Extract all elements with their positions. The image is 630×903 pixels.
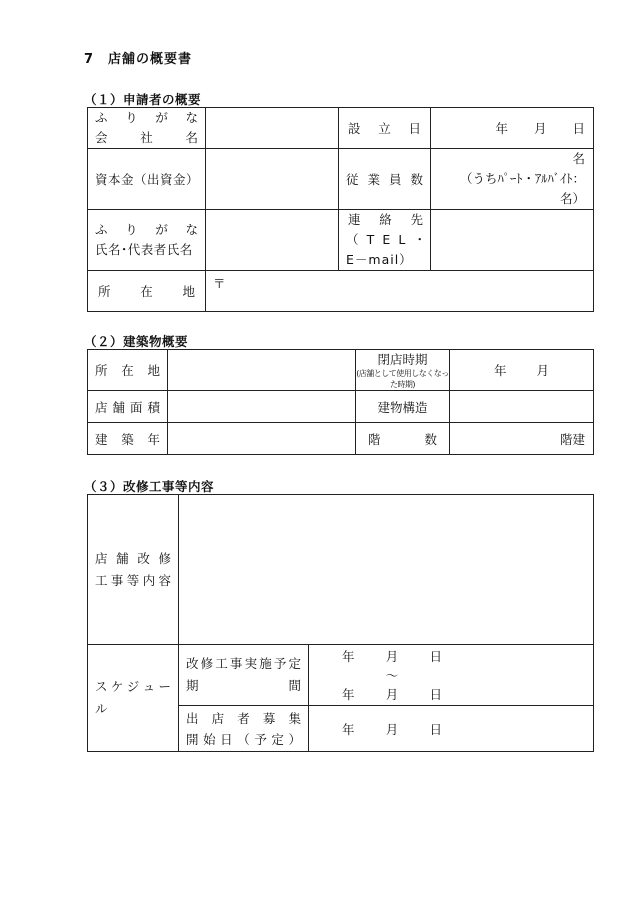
postal-mark: 〒	[213, 276, 226, 291]
address-field[interactable]	[206, 271, 594, 312]
construction-period-label: 改 修 工 事 実 施 予 定 期 間	[179, 645, 309, 706]
contact-field[interactable]	[431, 210, 594, 271]
renovation-content-label: 店 舗 改 修 工 事 等 内 容	[88, 495, 179, 645]
recruit-start-label: 出 店 者 募 集 開 始 日 （ 予 定 ）	[179, 706, 309, 752]
structure-field[interactable]	[450, 391, 594, 423]
established-label: 設 立 日	[339, 108, 431, 149]
built-year-label: 建 築 年	[88, 423, 168, 455]
representative-label: ふ り が な 氏名･代表者氏名	[88, 210, 206, 271]
recruit-start-field[interactable]: 年 月 日	[309, 706, 594, 752]
capital-field[interactable]	[206, 149, 339, 210]
capital-label: 資本金（出資金）	[88, 149, 206, 210]
built-year-field[interactable]	[168, 423, 356, 455]
section2-title: （２）建築物概要	[84, 334, 189, 349]
contact-label: 連 絡 先 （ T E L ・ E－mail）	[339, 210, 431, 271]
schedule-label: ス ケ ジ ュ ー ル	[88, 645, 179, 752]
building-location-field[interactable]	[168, 350, 356, 391]
employees-label: 従 業 員 数	[339, 149, 431, 210]
closed-period-field[interactable]: 年 月	[450, 350, 594, 391]
construction-period-field[interactable]: 年 月 日 ～ 年 月 日	[309, 645, 594, 706]
closed-period-label: 閉店時期 (店舗として使用しなくなった時期)	[356, 350, 450, 391]
representative-field[interactable]	[206, 210, 339, 271]
building-location-label: 所 在 地	[88, 350, 168, 391]
floors-field[interactable]: 階建	[450, 423, 594, 455]
company-name-label: ふ り が な 会 社 名	[88, 108, 206, 149]
company-name-field[interactable]	[206, 108, 339, 149]
structure-label: 建物構造	[356, 391, 450, 423]
renovation-table	[87, 494, 594, 752]
section1-title: （１）申請者の概要	[84, 92, 202, 107]
employees-field[interactable]: 名 （うちﾊﾟｰﾄ・ｱﾙﾊﾞｲﾄ： 名）	[431, 149, 594, 210]
floor-area-label: 店 舗 面 積	[88, 391, 168, 423]
floor-area-field[interactable]	[168, 391, 356, 423]
building-table	[87, 349, 594, 455]
floors-label: 階 数	[356, 423, 450, 455]
page-title: 7 店舗の概要書	[84, 52, 193, 67]
established-date-field[interactable]: 年 月 日	[431, 108, 594, 149]
renovation-content-field[interactable]	[179, 495, 594, 645]
address-label: 所 在 地	[88, 271, 206, 312]
section3-title: （３）改修工事等内容	[84, 479, 215, 494]
applicant-table	[87, 107, 594, 312]
